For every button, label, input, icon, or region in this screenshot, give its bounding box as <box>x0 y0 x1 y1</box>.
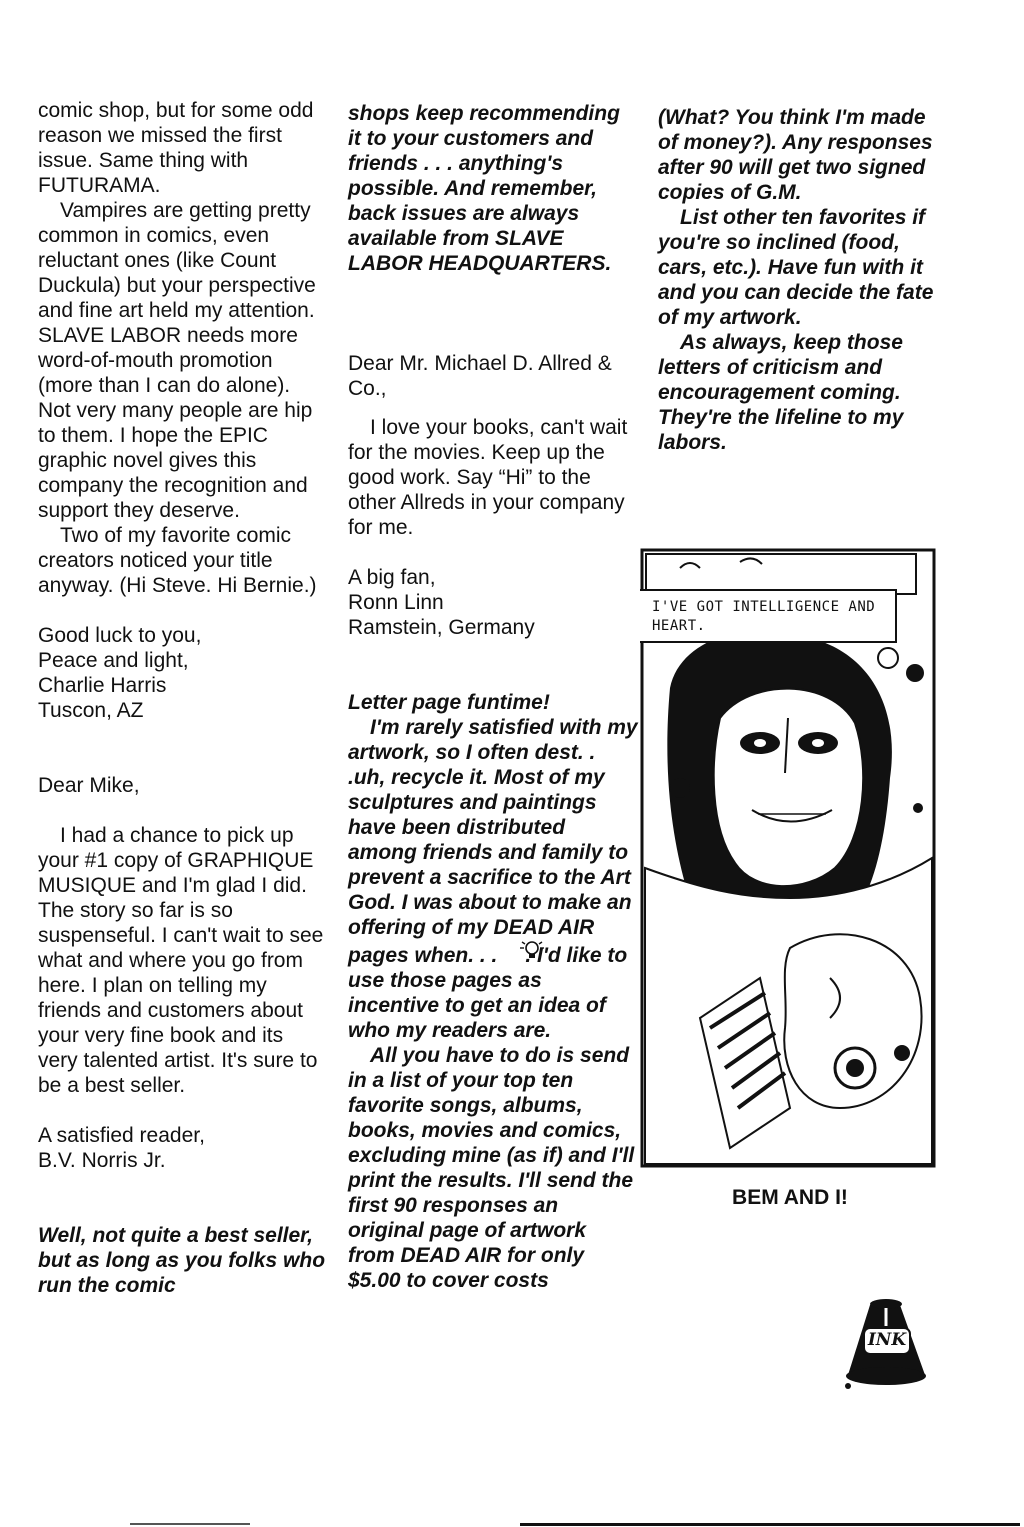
letter-author: B.V. Norris Jr. <box>38 1149 166 1172</box>
editor-text-part: I'm rarely satisfied with my artwork, so I often dest. . .uh, recycle it. Most of my sculptures and paintings have been distributed among friends and family to prevent a sacrifice to the Art God. I was about to make an offering of my DEAD AIR pages when. . . <box>348 716 638 967</box>
letter-salutation: Dear Mr. Michael D. Allred & Co., <box>348 352 612 400</box>
editor-text: All you have to do is send in a list of your top ten favorite songs, albums, books, movies and comics, excluding mine (as if) and I'll print the results. I'll send the first 90 responses an original page of artwork from DEAD AIR for only $5.00 to cover costs <box>348 1044 635 1292</box>
letter-text: I had a chance to pick up your #1 copy of GRAPHIQUE MUSIQUE and I'm glad I did. The story so far is so suspenseful. I can't wait to see what and where you go from here. I plan on telling my friends and customers about your very fine book and its very talented artist. It's sure to be a best seller. <box>38 824 324 1097</box>
letter-author: Charlie Harris <box>38 674 167 697</box>
panel-caption: BEM AND I! <box>732 1186 848 1209</box>
editor-text <box>348 715 638 1043</box>
editor-text-part: . I'd like to use those pages as incentive to get an idea of who my readers are. <box>348 944 628 1042</box>
letter-location: Tuscon, AZ <box>38 699 144 722</box>
letter-signoff: A satisfied reader, <box>38 1124 205 1147</box>
logo-text: INK <box>867 1330 907 1350</box>
letter-text: comic shop, but for some odd reason we missed the first issue. Same thing with FUTURAMA. <box>38 99 314 197</box>
letters-column-1 <box>38 98 328 1298</box>
letter-author: Ronn Linn <box>348 591 444 614</box>
letter-text: Vampires are getting pretty common in comics, even reluctant ones (like Count Duckula) but your perspective and fine art held my attention. SLAVE LABOR needs more word-of-mouth promotion (more than I can do alone). Not very many people are hip to them. I hope the EPIC graphic novel gives this company the recognition and support they deserve. <box>38 199 316 522</box>
lightbulb-icon <box>497 940 525 968</box>
letter-salutation: Dear Mike, <box>38 774 140 797</box>
letter-text: I love your books, can't wait for the movies. Keep up the good work. Say “Hi” to the other Allreds in your company for me. <box>348 416 628 539</box>
editor-text: List other ten favorites if you're so inclined (food, cars, etc.). Have fun with it and you can decide the fate of my artwork. <box>658 206 934 329</box>
editor-heading: Letter page funtime! <box>348 691 550 714</box>
speech-balloon-text: I'VE GOT INTELLIGENCE AND HEART. <box>652 599 876 634</box>
letter-signoff: Peace and light, <box>38 649 189 672</box>
comic-panel <box>640 548 936 1168</box>
letter-signoff: Good luck to you, <box>38 624 202 647</box>
editor-text: (What? You think I'm made of money?). Any responses after 90 will get two signed copies of G.M. <box>658 106 933 204</box>
editor-text: As always, keep those letters of criticism and encouragement coming. They're the lifeline to my labors. <box>658 331 904 454</box>
footer-rule <box>520 1523 1020 1526</box>
editor-reply: Well, not quite a best seller, but as long as you folks who run the comic <box>38 1224 326 1297</box>
letter-text: Two of my favorite comic creators noticed your title anyway. (Hi Steve. Hi Bernie.) <box>38 524 317 597</box>
ink-logo <box>840 1290 930 1390</box>
editor-reply: shops keep recommending it to your customers and friends . . . anything's possible. And remember, back issues are always available from SLAVE LABOR HEADQUARTERS. <box>348 102 620 275</box>
letters-column-2 <box>348 101 638 1293</box>
letter-location: Ramstein, Germany <box>348 616 535 639</box>
letters-column-3 <box>658 105 948 455</box>
letter-signoff: A big fan, <box>348 566 436 589</box>
footer-rule <box>130 1523 250 1525</box>
